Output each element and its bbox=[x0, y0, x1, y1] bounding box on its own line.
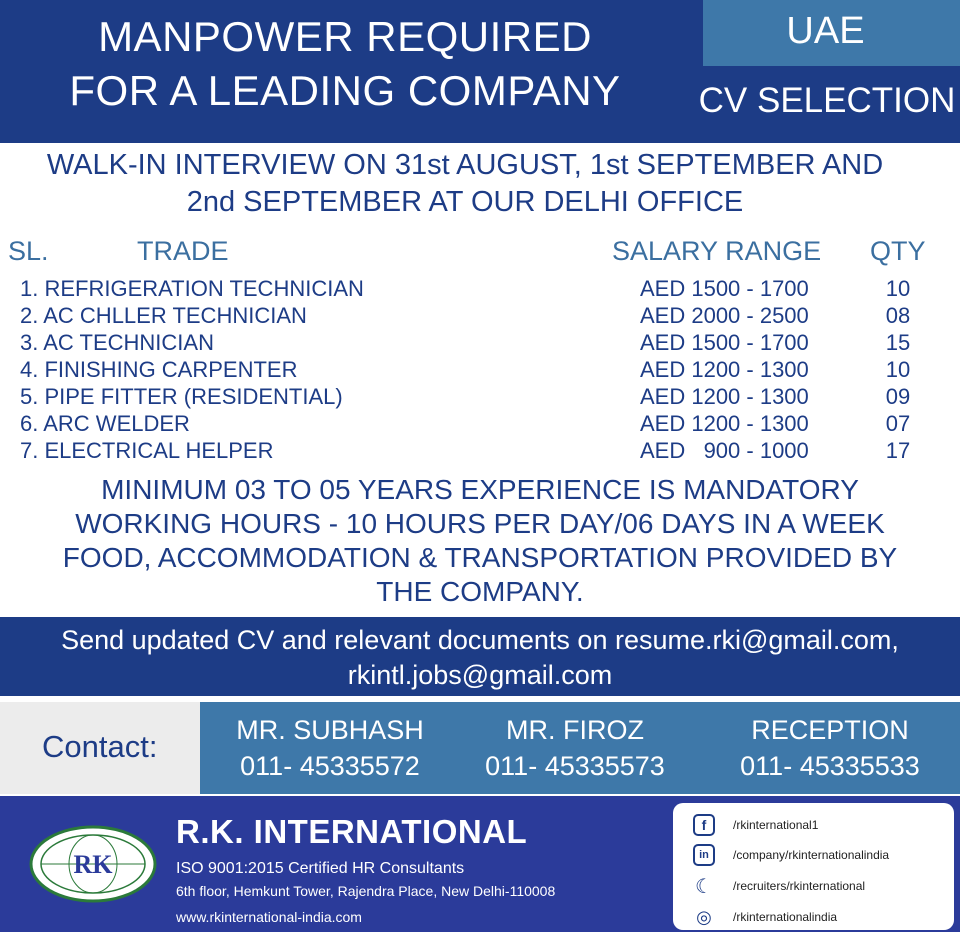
quantity: 08 bbox=[885, 303, 911, 328]
company-name: R.K. INTERNATIONAL bbox=[176, 813, 528, 850]
contact-phone: 011- 45335572 bbox=[240, 751, 420, 781]
salary-range: AED 1500 - 1700 bbox=[640, 330, 809, 355]
table-row bbox=[0, 437, 960, 464]
salary-range: AED 1200 - 1300 bbox=[640, 357, 809, 382]
quantity: 07 bbox=[885, 411, 911, 436]
quantity: 10 bbox=[885, 357, 911, 382]
social-handle: /rkinternational1 bbox=[733, 818, 819, 832]
social-link-linkedin[interactable] bbox=[693, 843, 889, 867]
contact-person bbox=[205, 712, 455, 784]
requirements-notes bbox=[0, 473, 960, 609]
notes-line-2: WORKING HOURS - 10 HOURS PER DAY/06 DAYS IN A WEEK bbox=[75, 508, 885, 539]
salary-range: AED 1200 - 1300 bbox=[640, 411, 809, 436]
contact-label: Contact: bbox=[42, 729, 158, 764]
salary-range: AED 1500 - 1700 bbox=[640, 276, 809, 301]
notes-line-3: FOOD, ACCOMMODATION & TRANSPORTATION PROVIDED BY bbox=[62, 542, 898, 573]
contact-name: MR. SUBHASH bbox=[236, 715, 424, 745]
company-address: 6th floor, Hemkunt Tower, Rajendra Place, New Delhi-110008 bbox=[176, 883, 556, 899]
table-row bbox=[0, 356, 960, 383]
salary-range: AED 2000 - 2500 bbox=[640, 303, 809, 328]
salary-range: AED 1200 - 1300 bbox=[640, 384, 809, 409]
header-trade: TRADE bbox=[137, 236, 229, 266]
social-handle: /recruiters/rkinternational bbox=[733, 879, 866, 893]
company-logo bbox=[27, 824, 159, 904]
header-sl: SL. bbox=[8, 236, 49, 266]
logo-lettering: RK bbox=[73, 850, 113, 879]
header-salary-range: SALARY RANGE bbox=[612, 236, 822, 266]
walkin-notice bbox=[0, 147, 930, 221]
trade-table bbox=[0, 275, 960, 464]
contact-person bbox=[450, 712, 700, 784]
salary-range: AED 900 - 1000 bbox=[640, 438, 809, 463]
contact-phone: 011- 45335573 bbox=[485, 751, 665, 781]
contact-phone: 011- 45335533 bbox=[740, 751, 920, 781]
table-row bbox=[0, 410, 960, 437]
social-handle: /company/rkinternationalindia bbox=[733, 848, 890, 862]
quantity: 10 bbox=[885, 276, 911, 301]
trade-name: 1. REFRIGERATION TECHNICIAN bbox=[20, 276, 364, 301]
header-qty: QTY bbox=[870, 236, 926, 266]
notes-line-1: MINIMUM 03 TO 05 YEARS EXPERIENCE IS MANDATORY bbox=[101, 474, 859, 505]
page-title bbox=[0, 10, 690, 118]
trade-name: 6. ARC WELDER bbox=[20, 411, 190, 436]
social-link-facebook[interactable] bbox=[693, 813, 818, 837]
company-certification: ISO 9001:2015 Certified HR Consultants bbox=[176, 860, 465, 877]
social-handle: /rkinternationalindia bbox=[733, 910, 838, 924]
quantity: 09 bbox=[885, 384, 911, 409]
walkin-line-1: WALK-IN INTERVIEW ON 31st AUGUST, 1st SEPTEMBER AND bbox=[46, 149, 884, 181]
quantity: 17 bbox=[885, 438, 911, 463]
contact-person bbox=[705, 712, 955, 784]
facebook-icon: f bbox=[693, 814, 715, 836]
send-cv-banner bbox=[0, 617, 960, 696]
quantity: 15 bbox=[885, 330, 911, 355]
social-link-naukri[interactable] bbox=[693, 874, 865, 898]
table-row bbox=[0, 329, 960, 356]
trade-name: 7. ELECTRICAL HELPER bbox=[20, 438, 274, 463]
company-website: www.rkinternational-india.com bbox=[176, 909, 362, 925]
send-line-2: rkintl.jobs@gmail.com bbox=[347, 660, 613, 690]
contact-name: RECEPTION bbox=[751, 715, 909, 745]
trade-name: 3. AC TECHNICIAN bbox=[20, 330, 214, 355]
notes-line-4: THE COMPANY. bbox=[376, 576, 584, 607]
table-row bbox=[0, 302, 960, 329]
trade-name: 5. PIPE FITTER (RESIDENTIAL) bbox=[20, 384, 343, 409]
country-label: UAE bbox=[786, 10, 865, 52]
trade-name: 4. FINISHING CARPENTER bbox=[20, 357, 298, 382]
title-line-2: FOR A LEADING COMPANY bbox=[69, 67, 621, 114]
contact-name: MR. FIROZ bbox=[506, 715, 644, 745]
selection-mode-label: CV SELECTION bbox=[698, 81, 956, 120]
naukri-icon: ☾ bbox=[695, 875, 713, 898]
trade-name: 2. AC CHLLER TECHNICIAN bbox=[20, 303, 307, 328]
table-row bbox=[0, 383, 960, 410]
title-line-1: MANPOWER REQUIRED bbox=[98, 13, 592, 60]
linkedin-icon: in bbox=[693, 844, 715, 866]
instagram-icon: ◎ bbox=[696, 906, 712, 927]
social-link-instagram[interactable] bbox=[693, 905, 837, 929]
send-line-1: Send updated CV and relevant documents on resume.rki@gmail.com, bbox=[61, 625, 899, 655]
walkin-line-2: 2nd SEPTEMBER AT OUR DELHI OFFICE bbox=[186, 186, 744, 218]
table-row bbox=[0, 275, 960, 302]
